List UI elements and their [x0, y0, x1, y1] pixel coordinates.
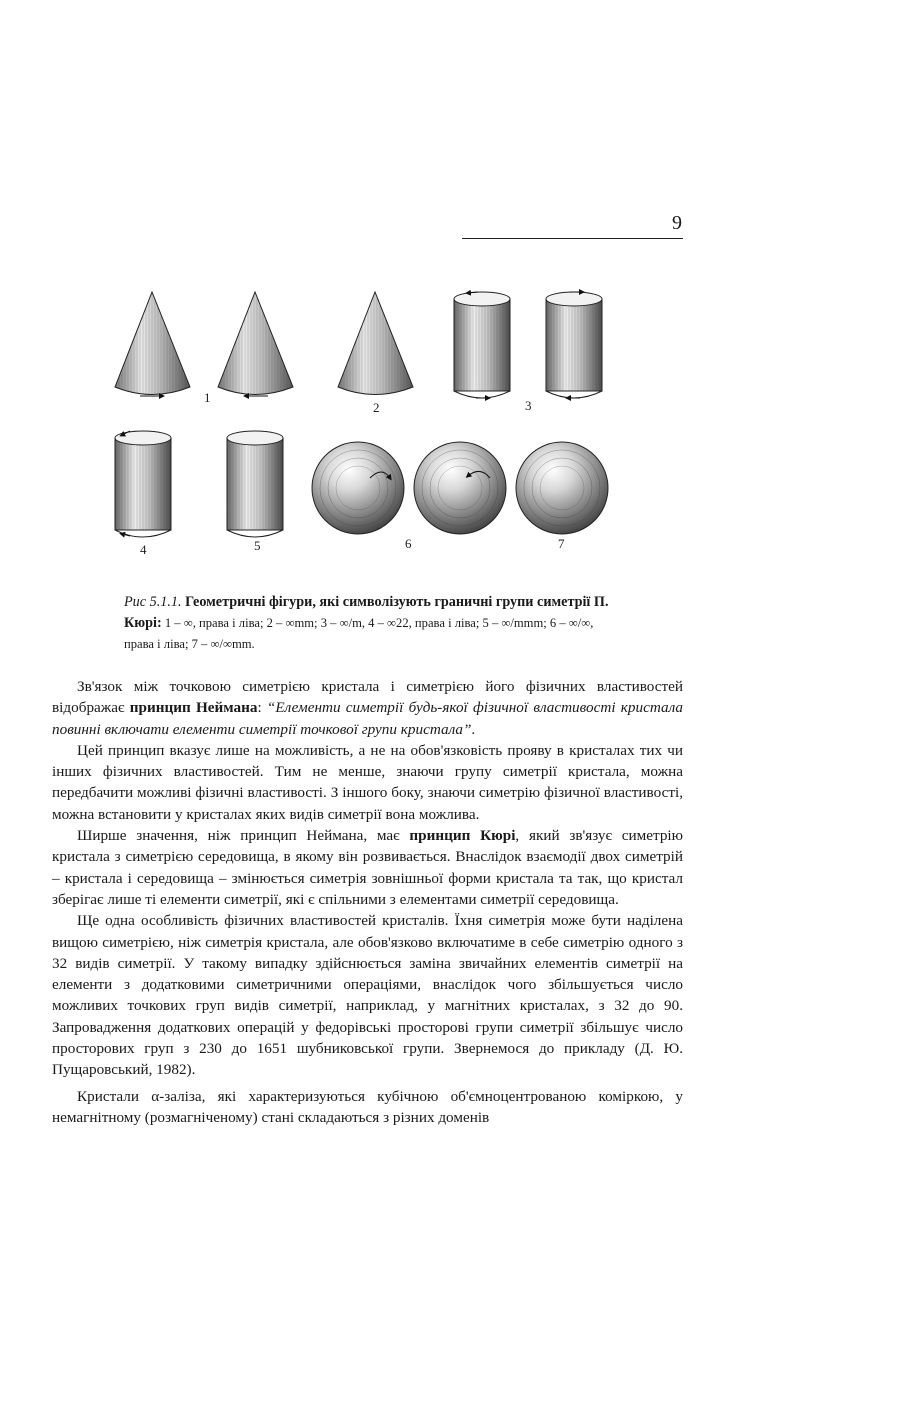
figure-label-5: 5 — [254, 538, 261, 553]
p1-text-a: Зв'язок між точковою симетрією кристала і симетрією його фізичних властивостей відображає — [52, 678, 683, 717]
p1-text-e: . — [471, 720, 476, 738]
cone-right — [115, 292, 190, 396]
cone-plain — [338, 292, 413, 395]
neumann-principle: принцип Неймана — [129, 699, 258, 717]
neumann-quote: “Елементи симетрії будь-якої фізичної властивості кристала повинні включати елементи симетрії точкової групи кристала” — [52, 699, 683, 738]
figure-label-2: 2 — [373, 400, 380, 415]
paragraph-4: Ще одна особливість фізичних властивостей кристалів. Їхня симетрія може бути наділена вищою симетрією, ніж симетрія кристала, але обов'язково включатиме в себе симетрію одного з 32 видів симетрії. У такому випадку здійснюється заміна звичайних елементів симетрії на елементи з додатковими симетричними операціями, внаслідок чого збільшується число можливих точкових груп видів симетрії, наприклад, у магнітних кристалах, з 32 до 90. Запровадження додаткових операцій у федорівські просторові групи симетрії збільшує число просторових груп з 230 до 1651 шубниковської групи. Звернемося до прикладу (Д. Ю. Пущаровський, 1982). — [52, 912, 683, 1079]
header-rule — [462, 238, 683, 239]
body-text — [52, 676, 683, 1128]
p1-text-c: : — [257, 699, 267, 717]
paragraph-2: Цей принцип вказує лише на можливість, а не на обов'язковість прояву в кристалах тих чи інших фізичних властивостей. Тим не менше, знаючи групу симетрії кристала, можна передбачити можливі фізичні властивості. З іншого боку, знаючи симетрію фізичної властивості, можна встановити у кристалах яких видів симетрії вона можлива. — [52, 741, 683, 823]
caption-lead: Рис 5.1.1. — [124, 594, 186, 610]
figure-label-3: 3 — [525, 398, 532, 413]
paragraph-1 — [52, 676, 683, 740]
paragraph-5: Кристали α-заліза, які характеризуються кубічною об'ємноцентрованою коміркою, у немагнітному (розмагніченому) стані складаються з різних доменів — [52, 1087, 683, 1126]
caption-rest: 1 – ∞, права і ліва; 2 – ∞mm; 3 – ∞/m, 4 – ∞22, права і ліва; 5 – ∞/mmm; 6 – ∞/∞, права і ліва; 7 – ∞/∞mm. — [124, 616, 594, 651]
figure-label-7: 7 — [558, 536, 565, 551]
p3-text-a: Ширше значення, ніж принцип Неймана, має — [77, 827, 410, 845]
figure-label-4: 4 — [140, 542, 147, 557]
sphere-right — [312, 442, 404, 534]
figure-label-1: 1 — [204, 390, 211, 405]
page-number: 9 — [672, 212, 682, 234]
paragraph-3 — [52, 825, 683, 910]
cylinder-plain-5 — [227, 431, 283, 537]
curie-principle: принцип Кюрі — [409, 827, 516, 845]
cylinder-arrows-3b — [546, 292, 602, 398]
sphere-left — [414, 442, 506, 534]
p3-text-c: , який зв'язує симетрію кристала з симетрією середовища, в якому він розвивається. Внаслідок взаємодії двох симетрій – кристала і середовища – змінюється симетрія зовнішньої форми кристала та так, що кристал зберігає лише ті елементи симетрії, які є спільними з елементами симетрії середовища. — [52, 827, 683, 908]
sphere-plain — [516, 442, 608, 534]
cylinder-arrows-3 — [454, 292, 510, 398]
caption-title: Геометричні фігури, які символізують граничні групи симетрії П. Кюрі: — [124, 594, 609, 631]
figure-caption — [124, 592, 614, 655]
cone-left — [218, 292, 293, 396]
curie-figures — [100, 282, 620, 567]
figure-label-6: 6 — [405, 536, 412, 551]
cylinder-twisted-4 — [115, 431, 171, 537]
